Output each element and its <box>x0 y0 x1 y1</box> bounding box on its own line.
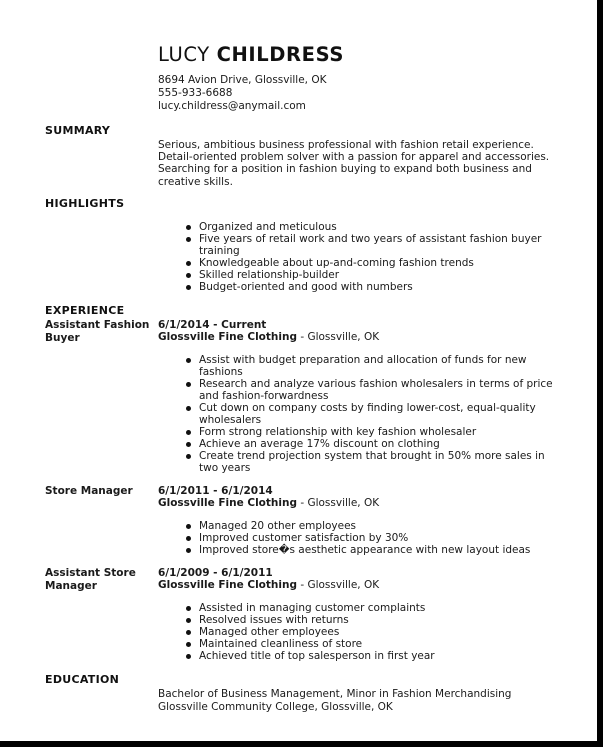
list-item: Improved store�s aesthetic appearance with new layout ideas <box>186 544 566 556</box>
list-item: Improved customer satisfaction by 30% <box>186 532 566 544</box>
candidate-name <box>158 43 344 66</box>
list-item: Maintained cleanliness of store <box>186 638 566 650</box>
list-item: Knowledgeable about up-and-coming fashion trends <box>186 257 566 269</box>
list-item: Create trend projection system that brought in 50% more sales in two years <box>186 450 566 474</box>
list-item: Skilled relationship-builder <box>186 269 566 281</box>
experience-heading: EXPERIENCE <box>45 304 125 317</box>
summary-heading: SUMMARY <box>45 124 111 137</box>
education-heading: EDUCATION <box>45 673 120 686</box>
job-company <box>158 579 379 591</box>
list-item: Assist with budget preparation and allocation of funds for new fashions <box>186 354 566 378</box>
job-dates: 6/1/2009 - 6/1/2011 <box>158 567 273 579</box>
job-company <box>158 497 379 509</box>
last-name: CHILDRESS <box>216 43 345 66</box>
company-location: - Glossville, OK <box>296 579 380 591</box>
first-name: LUCY <box>158 43 210 66</box>
job-title: Store Manager <box>45 485 133 497</box>
job-bullets <box>186 520 566 556</box>
company-location: - Glossville, OK <box>296 497 380 509</box>
summary-text: Serious, ambitious business professional with fashion retail experience. Detail-oriented problem solver with a passion for apparel and accessories. Searching for a position in fashion buying to expand both business and creative skills. <box>158 139 550 188</box>
job-title: Assistant Fashion Buyer <box>45 319 150 344</box>
list-item: Budget-oriented and good with numbers <box>186 281 566 293</box>
list-item: Five years of retail work and two years of assistant fashion buyer training <box>186 233 566 257</box>
company-location: - Glossville, OK <box>296 331 380 343</box>
company-name: Glossville Fine Clothing <box>158 497 297 509</box>
address: 8694 Avion Drive, Glossville, OK <box>158 74 327 86</box>
list-item: Resolved issues with returns <box>186 614 566 626</box>
list-item: Form strong relationship with key fashion wholesaler <box>186 426 566 438</box>
job-dates: 6/1/2011 - 6/1/2014 <box>158 485 273 497</box>
list-item: Managed other employees <box>186 626 566 638</box>
job-bullets <box>186 354 566 474</box>
list-item: Organized and meticulous <box>186 221 566 233</box>
job-bullets <box>186 602 566 662</box>
highlights-heading: HIGHLIGHTS <box>45 197 125 210</box>
job-company <box>158 331 379 343</box>
company-name: Glossville Fine Clothing <box>158 579 297 591</box>
list-item: Achieved title of top salesperson in first year <box>186 650 566 662</box>
education-degree: Bachelor of Business Management, Minor in Fashion Merchandising <box>158 688 512 700</box>
job-dates: 6/1/2014 - Current <box>158 319 267 331</box>
list-item: Achieve an average 17% discount on clothing <box>186 438 566 450</box>
job-title: Assistant Store Manager <box>45 567 136 592</box>
list-item: Assisted in managing customer complaints <box>186 602 566 614</box>
list-item: Managed 20 other employees <box>186 520 566 532</box>
company-name: Glossville Fine Clothing <box>158 331 297 343</box>
email: lucy.childress@anymail.com <box>158 100 306 112</box>
highlights-list <box>186 221 566 293</box>
phone: 555-933-6688 <box>158 87 233 99</box>
list-item: Cut down on company costs by finding lower-cost, equal-quality wholesalers <box>186 402 566 426</box>
list-item: Research and analyze various fashion wholesalers in terms of price and fashion-forwardness <box>186 378 566 402</box>
education-school: Glossville Community College, Glossville, OK <box>158 701 393 713</box>
